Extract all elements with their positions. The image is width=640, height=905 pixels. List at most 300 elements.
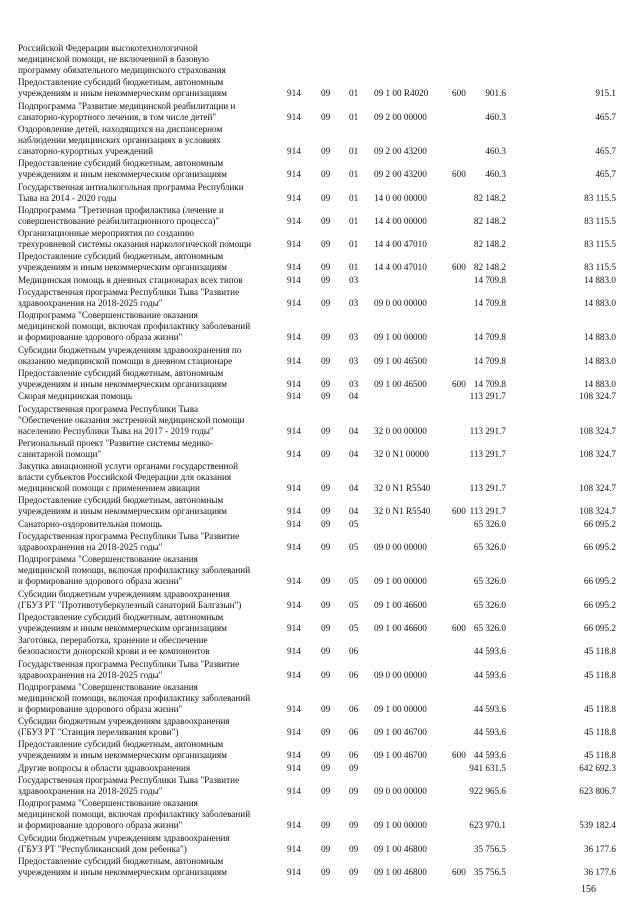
cell-v2: 66 095.2 — [583, 576, 616, 587]
cell-ved: 914 — [287, 239, 301, 250]
cell-rz: 09 — [321, 750, 331, 761]
row-description — [18, 275, 274, 286]
cell-csr: 09 1 00 46600 — [374, 622, 427, 633]
cell-v2: 83 115.5 — [584, 239, 616, 250]
table-row — [0, 495, 640, 517]
cell-pr: 09 — [349, 843, 359, 854]
description-line: (ГБУЗ РТ "Республиканский дом ребенка") — [18, 843, 187, 854]
description-line: Заготовка, переработка, хранение и обеспечение — [18, 635, 208, 646]
cell-pr: 05 — [349, 542, 359, 552]
table-row — [0, 345, 640, 367]
row-description — [18, 635, 274, 657]
cell-csr: 09 1 00 46500 — [374, 378, 427, 389]
description-line: Предоставление субсидий бюджетным, автономным — [18, 611, 224, 622]
table-row — [0, 554, 640, 587]
row-description — [18, 43, 274, 76]
cell-v1: 65 326.0 — [473, 622, 506, 633]
cell-v1: 113 291.7 — [469, 483, 506, 494]
row-description — [18, 495, 274, 517]
description-line: совершенствование реабилитационного процесса)" — [18, 215, 220, 226]
description-line: Предоставление субсидий бюджетным, автономным — [18, 77, 224, 88]
cell-ved: 914 — [287, 576, 301, 587]
cell-csr: 14 4 00 00000 — [374, 215, 427, 226]
cell-ved: 914 — [287, 425, 301, 436]
description-line: Закупка авиационной услуги органами государственной — [18, 461, 239, 472]
cell-rz: 09 — [321, 355, 331, 366]
cell-v2: 66 095.2 — [583, 518, 616, 529]
cell-v1: 82 148.2 — [473, 215, 506, 226]
row-description — [18, 101, 274, 123]
description-line: Подпрограмма "Совершенствование оказания — [18, 798, 198, 809]
row-description — [18, 775, 274, 797]
description-line: учреждениям и иным некоммерческим организациям — [18, 750, 227, 761]
cell-v1: 14 709.8 — [473, 332, 506, 343]
cell-v2: 36 177.6 — [583, 843, 616, 854]
row-description — [18, 589, 274, 611]
cell-ved: 914 — [287, 703, 301, 714]
description-line: власти субъектов Российской Федерации для оказания — [18, 472, 232, 483]
cell-rz: 09 — [321, 111, 331, 122]
cell-v2: 14 883.0 — [583, 274, 616, 285]
cell-csr: 09 1 00 46700 — [374, 727, 427, 738]
description-line: Подпрограмма "Совершенствование оказания — [18, 554, 198, 565]
description-line: Предоставление субсидий бюджетным, автономным — [18, 495, 224, 506]
cell-csr: 14 4 00 47010 — [374, 239, 427, 250]
table-row — [0, 77, 640, 99]
table-row — [0, 589, 640, 611]
table-row — [0, 775, 640, 797]
cell-ved: 914 — [287, 646, 301, 657]
row-description — [18, 461, 274, 494]
cell-rz: 09 — [321, 703, 331, 714]
cell-rz: 09 — [321, 215, 331, 226]
row-description — [18, 659, 274, 681]
description-line: Подпрограмма "Совершенствование оказания — [18, 310, 198, 321]
cell-pr: 06 — [349, 750, 359, 761]
cell-ved: 914 — [287, 332, 301, 343]
cell-csr: 09 1 00 46500 — [374, 355, 427, 366]
table-row — [0, 635, 640, 657]
row-description — [18, 368, 274, 390]
cell-csr: 09 2 00 00000 — [374, 111, 427, 122]
description-line: трехуровневой системы оказания наркологической помощи — [18, 239, 252, 250]
cell-v2: 108 324.7 — [579, 391, 616, 402]
cell-rz: 09 — [321, 843, 331, 854]
row-description — [18, 519, 274, 530]
cell-pr: 03 — [349, 298, 359, 308]
description-line: Организационные мероприятия по созданию — [18, 228, 195, 239]
description-line: Государственная программа Республики Тыва "Развитие — [18, 531, 240, 541]
cell-v2: 83 115.5 — [584, 262, 616, 273]
cell-csr: 14 4 00 47010 — [374, 262, 427, 273]
cell-v1: 460.3 — [485, 169, 506, 180]
cell-rz: 09 — [321, 762, 331, 773]
cell-v2: 642 692.3 — [579, 762, 616, 773]
cell-v1: 82 148.2 — [473, 192, 506, 203]
cell-rz: 09 — [321, 669, 331, 680]
cell-rz: 09 — [321, 274, 331, 285]
cell-ved: 914 — [287, 298, 301, 308]
cell-ved: 914 — [287, 542, 301, 552]
cell-v1: 44 593.6 — [473, 703, 506, 714]
cell-csr: 09 1 00 46800 — [374, 866, 427, 877]
cell-vr: 600 — [452, 378, 466, 389]
cell-vr: 600 — [452, 750, 466, 761]
table-row — [0, 287, 640, 309]
cell-ved: 914 — [287, 111, 301, 122]
cell-pr: 05 — [349, 622, 359, 633]
cell-v1: 35 756.5 — [473, 866, 506, 877]
cell-rz: 09 — [321, 298, 331, 308]
table-row — [0, 124, 640, 157]
description-line: и формирование здорового образа жизни" — [18, 332, 183, 343]
cell-pr: 06 — [349, 703, 359, 714]
description-line: Российской Федерации высокотехнологичной — [18, 43, 198, 53]
cell-rz: 09 — [321, 576, 331, 587]
table-row — [0, 833, 640, 855]
table-row — [0, 519, 640, 530]
cell-v1: 65 326.0 — [473, 542, 506, 552]
cell-ved: 914 — [287, 169, 301, 180]
description-line: и формирование здорового образа жизни" — [18, 820, 183, 831]
cell-v2: 45 118.8 — [584, 727, 616, 738]
cell-v1: 14 709.8 — [473, 298, 506, 308]
description-line: здравоохранения на 2018-2025 годы" — [18, 786, 163, 796]
cell-v2: 14 883.0 — [583, 355, 616, 366]
description-line: Тыва на 2014 - 2020 годы — [18, 192, 117, 203]
description-line: Государственная программа Республики Тыва "Развитие — [18, 287, 240, 297]
cell-v2: 45 118.8 — [584, 750, 616, 761]
description-line: (ГБУЗ РТ "Станция переливания крови") — [18, 727, 179, 738]
cell-rz: 09 — [321, 448, 331, 459]
cell-pr: 04 — [349, 425, 359, 436]
description-line: Предоставление субсидий бюджетным, автономным — [18, 158, 224, 169]
cell-rz: 09 — [321, 145, 331, 156]
row-description — [18, 228, 274, 250]
cell-vr: 600 — [452, 169, 466, 180]
cell-v2: 465.7 — [595, 111, 616, 122]
description-line: программу обязательного медицинского страхования — [18, 65, 226, 75]
cell-csr: 14 0 00 00000 — [374, 192, 427, 203]
cell-pr: 01 — [349, 145, 359, 156]
table-row — [0, 438, 640, 460]
cell-rz: 09 — [321, 866, 331, 877]
cell-v1: 44 593.6 — [473, 727, 506, 738]
cell-ved: 914 — [287, 866, 301, 877]
cell-ved: 914 — [287, 274, 301, 285]
description-line: Скорая медицинская помощь — [18, 391, 133, 402]
description-line: Государственная программа Республики Тыва "Развитие — [18, 775, 240, 785]
cell-csr: 32 0 N1 R5540 — [374, 483, 431, 494]
cell-v2: 915.1 — [595, 88, 616, 99]
table-row — [0, 158, 640, 180]
table-row — [0, 251, 640, 273]
cell-v2: 83 115.5 — [584, 215, 616, 226]
description-line: медицинской помощи, не включенной в базовую — [18, 54, 209, 64]
cell-v1: 113 291.7 — [469, 425, 506, 436]
cell-vr: 600 — [452, 88, 466, 99]
cell-v2: 83 115.5 — [584, 192, 616, 203]
description-line: медицинской помощи, включая профилактику заболеваний — [18, 692, 251, 703]
cell-ved: 914 — [287, 750, 301, 761]
cell-ved: 914 — [287, 669, 301, 680]
cell-v2: 45 118.8 — [584, 646, 616, 657]
cell-rz: 09 — [321, 425, 331, 436]
cell-v1: 460.3 — [485, 111, 506, 122]
table-row — [0, 763, 640, 774]
description-line: учреждениям и иным некоммерческим организациям — [18, 169, 227, 180]
cell-csr: 09 0 00 00000 — [374, 669, 427, 680]
description-line: Подпрограмма "Развитие медицинской реабилитации и — [18, 100, 236, 111]
cell-v2: 14 883.0 — [583, 298, 616, 308]
description-line: учреждениям и иным некоммерческим организациям — [18, 88, 227, 99]
row-description — [18, 310, 274, 343]
table-row — [0, 798, 640, 831]
cell-csr: 09 1 00 46700 — [374, 750, 427, 761]
cell-ved: 914 — [287, 727, 301, 738]
cell-rz: 09 — [321, 506, 331, 517]
description-line: Государственная программа Республики Тыва — [18, 403, 199, 414]
cell-pr: 09 — [349, 866, 359, 877]
cell-v2: 108 324.7 — [579, 425, 616, 436]
cell-ved: 914 — [287, 391, 301, 402]
cell-rz: 09 — [321, 542, 331, 552]
description-line: здравоохранения на 2018-2025 годы" — [18, 542, 163, 552]
description-line: здравоохранения на 2018-2025 годы" — [18, 298, 163, 308]
cell-pr: 09 — [349, 762, 359, 773]
cell-v2: 14 883.0 — [583, 378, 616, 389]
description-line: санитарной помощи" — [18, 448, 102, 459]
row-description — [18, 763, 274, 774]
cell-csr: 32 0 N1 00000 — [374, 448, 429, 459]
cell-ved: 914 — [287, 622, 301, 633]
description-line: Другие вопросы в области здравоохранения — [18, 762, 191, 773]
cell-ved: 914 — [287, 843, 301, 854]
cell-v1: 82 148.2 — [473, 239, 506, 250]
cell-csr: 09 1 00 00000 — [374, 576, 427, 587]
cell-v2: 465.7 — [595, 145, 616, 156]
cell-v1: 460.3 — [485, 145, 506, 156]
cell-pr: 03 — [349, 274, 359, 285]
description-line: Предоставление субсидий бюджетным, автономным — [18, 251, 224, 262]
cell-v1: 14 709.8 — [473, 274, 506, 285]
cell-v2: 45 118.8 — [584, 669, 616, 680]
description-line: населению Республики Тыва на 2017 - 2019 годы" — [18, 425, 214, 436]
cell-pr: 01 — [349, 169, 359, 180]
cell-v2: 539 182.4 — [579, 820, 616, 831]
cell-v1: 14 709.8 — [473, 355, 506, 366]
description-line: медицинской помощи с применением авиации — [18, 483, 200, 494]
description-line: "Обеспечение оказания экстренной медицинской помощи — [18, 414, 245, 425]
description-line: и формирование здорового образа жизни" — [18, 576, 183, 587]
row-description — [18, 404, 274, 437]
row-description — [18, 612, 274, 634]
description-line: учреждениям и иным некоммерческим организациям — [18, 622, 227, 633]
description-line: Субсидии бюджетным учреждениям здравоохранения — [18, 716, 230, 727]
cell-rz: 09 — [321, 239, 331, 250]
row-description — [18, 554, 274, 587]
cell-pr: 09 — [349, 820, 359, 831]
description-line: санаторно-курортного лечения, в том числе детей" — [18, 111, 217, 122]
cell-pr: 01 — [349, 88, 359, 99]
description-line: Предоставление субсидий бюджетным, автономным — [18, 855, 224, 866]
cell-rz: 09 — [321, 88, 331, 99]
table-row — [0, 391, 640, 402]
cell-ved: 914 — [287, 483, 301, 494]
description-line: Субсидии бюджетным учреждениям здравоохранения — [18, 832, 230, 843]
row-description — [18, 158, 274, 180]
cell-vr: 600 — [452, 622, 466, 633]
cell-rz: 09 — [321, 169, 331, 180]
description-line: Региональный проект "Развитие системы медико- — [18, 437, 214, 448]
cell-v2: 108 324.7 — [579, 448, 616, 459]
cell-ved: 914 — [287, 355, 301, 366]
cell-ved: 914 — [287, 192, 301, 203]
description-line: оказанию медицинской помощи в дневном стационаре — [18, 355, 233, 366]
cell-rz: 09 — [321, 483, 331, 494]
cell-v2: 66 095.2 — [583, 542, 616, 552]
cell-v1: 35 756.5 — [473, 843, 506, 854]
cell-pr: 01 — [349, 215, 359, 226]
row-description — [18, 182, 274, 204]
cell-rz: 09 — [321, 378, 331, 389]
row-description — [18, 531, 274, 553]
cell-pr: 01 — [349, 111, 359, 122]
cell-pr: 04 — [349, 391, 359, 402]
cell-v1: 941 631.5 — [469, 762, 506, 773]
description-line: (ГБУЗ РТ "Противотуберкулезный санаторий Балгазын") — [18, 599, 242, 610]
cell-v1: 65 326.0 — [473, 518, 506, 529]
row-description — [18, 682, 274, 715]
cell-rz: 09 — [321, 518, 331, 529]
table-row — [0, 101, 640, 123]
description-line: учреждениям и иным некоммерческим организациям — [18, 262, 227, 273]
cell-rz: 09 — [321, 262, 331, 273]
page-number: 156 — [581, 884, 596, 895]
description-line: Санаторно-оздоровительная помощь — [18, 518, 162, 529]
cell-pr: 01 — [349, 239, 359, 250]
cell-ved: 914 — [287, 88, 301, 99]
cell-pr: 09 — [349, 786, 359, 796]
cell-ved: 914 — [287, 762, 301, 773]
cell-csr: 09 1 00 00000 — [374, 332, 427, 343]
cell-csr: 09 0 00 00000 — [374, 298, 427, 308]
cell-pr: 01 — [349, 262, 359, 273]
cell-ved: 914 — [287, 820, 301, 831]
cell-v2: 108 324.7 — [579, 506, 616, 517]
cell-pr: 04 — [349, 506, 359, 517]
description-line: наблюдении медицинских организациях в условиях — [18, 134, 221, 145]
cell-csr: 09 0 00 00000 — [374, 542, 427, 552]
cell-csr: 09 1 00 46600 — [374, 599, 427, 610]
row-description — [18, 205, 274, 227]
row-description — [18, 77, 274, 99]
cell-ved: 914 — [287, 262, 301, 273]
cell-csr: 32 0 00 00000 — [374, 425, 427, 436]
cell-pr: 03 — [349, 378, 359, 389]
cell-pr: 03 — [349, 355, 359, 366]
description-line: санаторно-курортных учреждений — [18, 145, 153, 156]
cell-rz: 09 — [321, 391, 331, 402]
cell-pr: 06 — [349, 727, 359, 738]
description-line: безопасности донорской крови и ее компонентов — [18, 646, 210, 657]
cell-ved: 914 — [287, 145, 301, 156]
row-description — [18, 739, 274, 761]
cell-vr: 600 — [452, 262, 466, 273]
cell-pr: 04 — [349, 483, 359, 494]
cell-ved: 914 — [287, 448, 301, 459]
cell-pr: 01 — [349, 192, 359, 203]
cell-v2: 66 095.2 — [583, 599, 616, 610]
cell-pr: 06 — [349, 646, 359, 657]
cell-v1: 82 148.2 — [473, 262, 506, 273]
cell-rz: 09 — [321, 820, 331, 831]
description-line: здравоохранения на 2018-2025 годы" — [18, 669, 163, 680]
description-line: учреждениям и иным некоммерческим организациям — [18, 866, 227, 877]
description-line: медицинской помощи, включая профилактику заболеваний — [18, 321, 251, 332]
cell-v1: 113 291.7 — [469, 506, 506, 517]
table-row — [0, 182, 640, 204]
cell-rz: 09 — [321, 646, 331, 657]
cell-ved: 914 — [287, 599, 301, 610]
table-row — [0, 461, 640, 494]
table-row — [0, 275, 640, 286]
description-line: и формирование здорового образа жизни" — [18, 703, 183, 714]
cell-csr: 09 0 00 00000 — [374, 786, 427, 796]
cell-vr: 600 — [452, 866, 466, 877]
table-row — [0, 682, 640, 715]
description-line: медицинской помощи, включая профилактику заболеваний — [18, 565, 251, 576]
row-description — [18, 345, 274, 367]
cell-v1: 623 970.1 — [469, 820, 506, 831]
cell-csr: 09 2 00 43200 — [374, 145, 427, 156]
description-line: Субсидии бюджетным учреждениям здравоохранения — [18, 588, 230, 599]
table-row — [0, 205, 640, 227]
cell-rz: 09 — [321, 622, 331, 633]
row-description — [18, 856, 274, 878]
table-row — [0, 612, 640, 634]
description-line: Государственная антиалкогольная программа Республики — [18, 181, 244, 192]
row-description — [18, 251, 274, 273]
cell-v1: 65 326.0 — [473, 576, 506, 587]
description-line: Субсидии бюджетным учреждениям здравоохранения по — [18, 344, 242, 355]
row-description — [18, 716, 274, 738]
row-description — [18, 287, 274, 309]
cell-rz: 09 — [321, 332, 331, 343]
description-line: учреждениям и иным некоммерческим организациям — [18, 506, 227, 517]
table-row — [0, 43, 640, 76]
description-line: Подпрограмма "Третичная профилактика (лечение и — [18, 204, 224, 215]
cell-v1: 113 291.7 — [469, 391, 506, 402]
row-description — [18, 833, 274, 855]
cell-rz: 09 — [321, 786, 331, 796]
cell-pr: 06 — [349, 669, 359, 680]
table-row — [0, 368, 640, 390]
cell-v1: 113 291.7 — [469, 448, 506, 459]
cell-v2: 465.7 — [595, 169, 616, 180]
table-row — [0, 531, 640, 553]
cell-v1: 901.6 — [485, 88, 506, 99]
table-row — [0, 856, 640, 878]
cell-v2: 66 095.2 — [583, 622, 616, 633]
description-line: Медицинская помощь в дневных стационарах всех типов — [18, 274, 243, 285]
cell-v2: 36 177.6 — [583, 866, 616, 877]
description-line: Предоставление субсидий бюджетным, автономным — [18, 367, 224, 378]
cell-pr: 05 — [349, 518, 359, 529]
cell-ved: 914 — [287, 506, 301, 517]
cell-pr: 03 — [349, 332, 359, 343]
cell-pr: 04 — [349, 448, 359, 459]
